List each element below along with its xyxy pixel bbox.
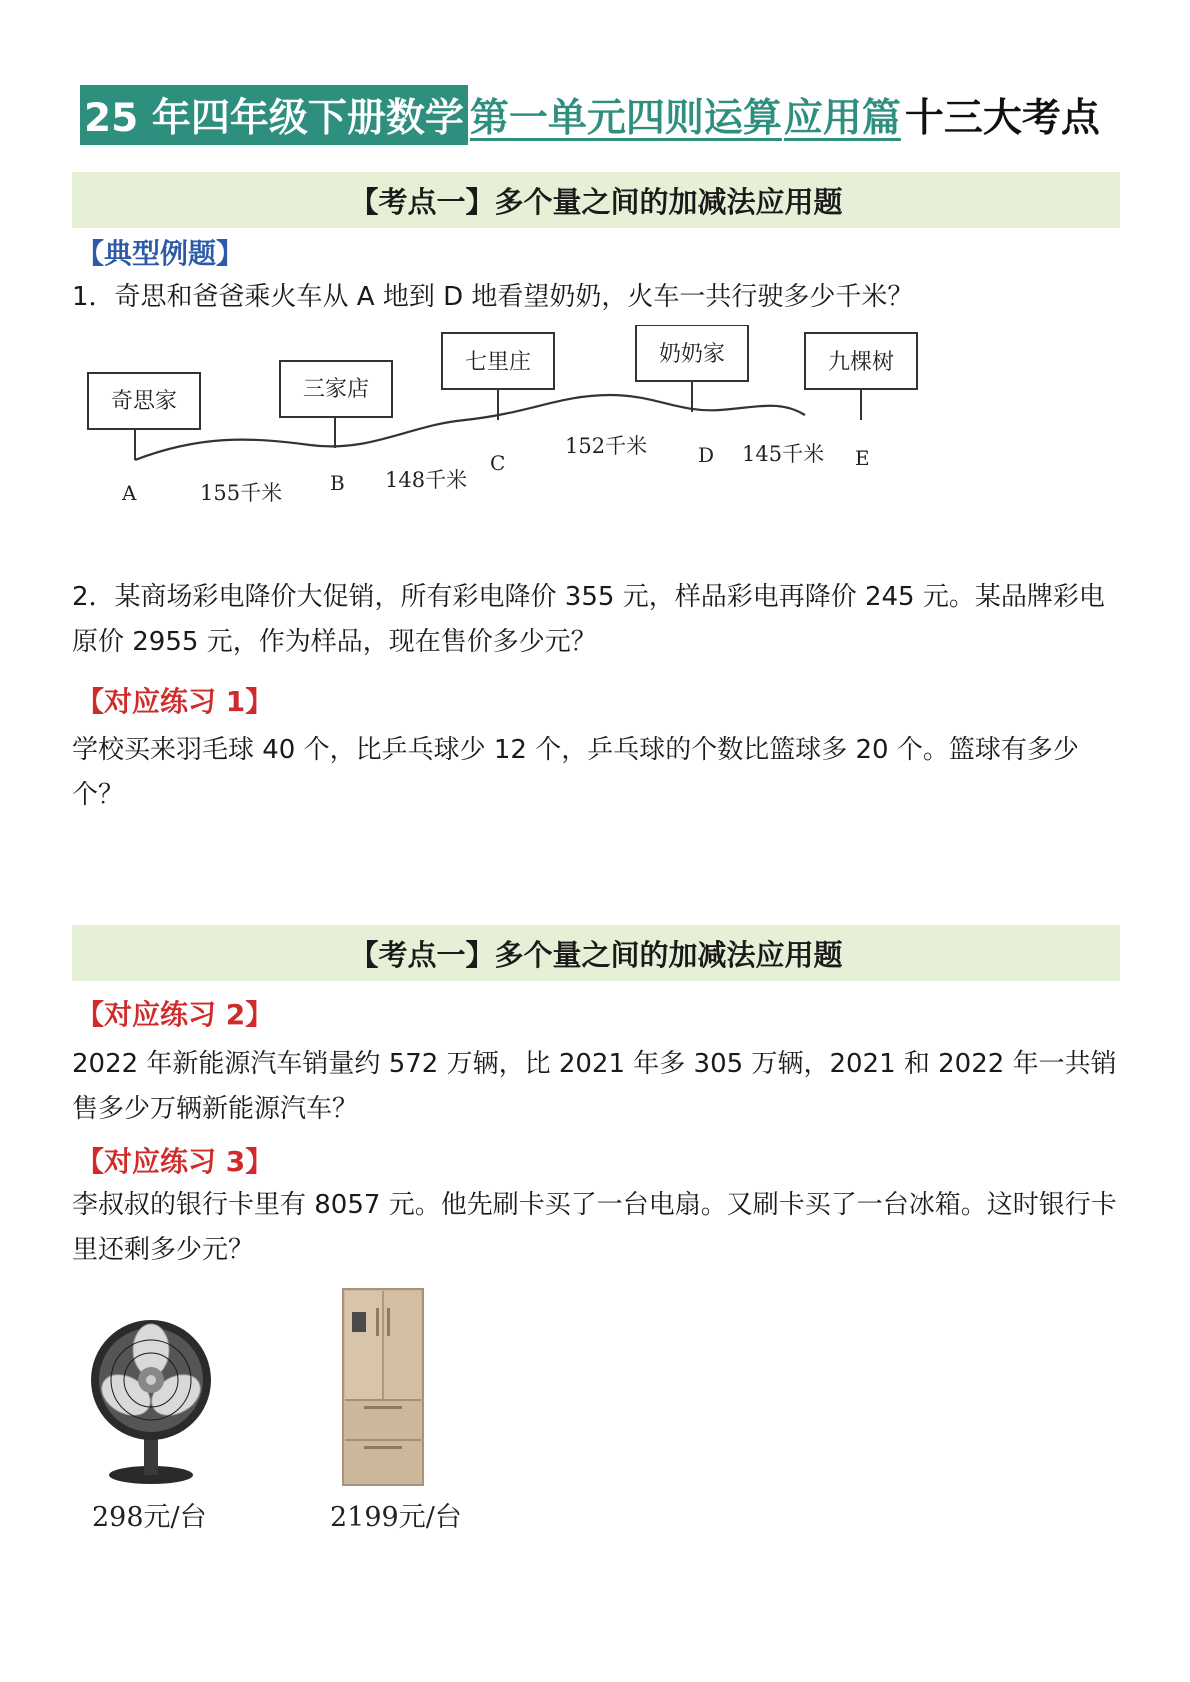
example-label: 【典型例题】	[76, 237, 245, 270]
practice-3-text: 李叔叔的银行卡里有 8057 元。他先刷卡买了一台电扇。又刷卡买了一台冰箱。这时银行卡里还剩多少元？	[72, 1190, 1117, 1265]
place-label: 九棵树	[827, 350, 895, 375]
title-part-application: 应用篇	[783, 96, 901, 141]
place-label: 七里庄	[464, 350, 532, 375]
segment-distance-cd: 152千米	[565, 434, 648, 458]
title-part-topics: 十三大考点	[904, 96, 1100, 141]
place-label: 奇思家	[110, 389, 178, 414]
point-label-e: E	[855, 446, 870, 470]
fridge-image	[342, 1288, 424, 1486]
practice-1-label: 【对应练习 1】	[76, 685, 274, 718]
fridge-price: 2199元/台	[330, 1502, 462, 1533]
point-label-a: A	[122, 481, 137, 505]
practice-1-text: 学校买来羽毛球 40 个，比乒乓球少 12 个，乒乓球的个数比篮球多 20 个。篮球有多少个？	[72, 735, 1079, 810]
segment-distance-de: 145千米	[742, 442, 825, 466]
point-label-c: C	[490, 451, 506, 475]
practice-2-label: 【对应练习 2】	[76, 998, 274, 1031]
place-marker-b	[280, 361, 392, 448]
place-marker-d	[636, 325, 748, 412]
question-1: 1．奇思和爸爸乘火车从 A 地到 D 地看望奶奶，火车一共行驶多少千米？	[72, 282, 914, 312]
segment-distance-bc: 148千米	[385, 468, 468, 492]
practice-3-label: 【对应练习 3】	[76, 1145, 274, 1178]
title-part-grade: 25 年四年级下册数学	[80, 85, 468, 145]
page-title	[80, 84, 1100, 146]
point-label-b: B	[330, 471, 345, 495]
fan-image	[86, 1315, 216, 1485]
title-part-unit: 第一单元四则运算	[469, 96, 782, 141]
point-label-d: D	[698, 443, 715, 467]
place-label: 奶奶家	[658, 342, 726, 367]
fan-price: 298元/台	[92, 1502, 207, 1533]
section-heading: 【考点一】多个量之间的加减法应用题	[72, 172, 1120, 228]
place-marker-a	[88, 373, 200, 460]
segment-distance-ab: 155千米	[200, 481, 283, 505]
practice-2-text: 2022 年新能源汽车销量约 572 万辆，比 2021 年多 305 万辆，2021 和 2022 年一共销售多少万辆新能源汽车？	[72, 1049, 1117, 1124]
section-heading: 【考点一】多个量之间的加减法应用题	[72, 925, 1120, 981]
place-label: 三家店	[302, 377, 370, 402]
question-2: 2．某商场彩电降价大促销，所有彩电降价 355 元，样品彩电再降价 245 元。某品牌彩电原价 2955 元，作为样品，现在售价多少元？	[72, 582, 1105, 657]
route-diagram	[80, 325, 940, 525]
place-marker-e	[805, 333, 917, 420]
